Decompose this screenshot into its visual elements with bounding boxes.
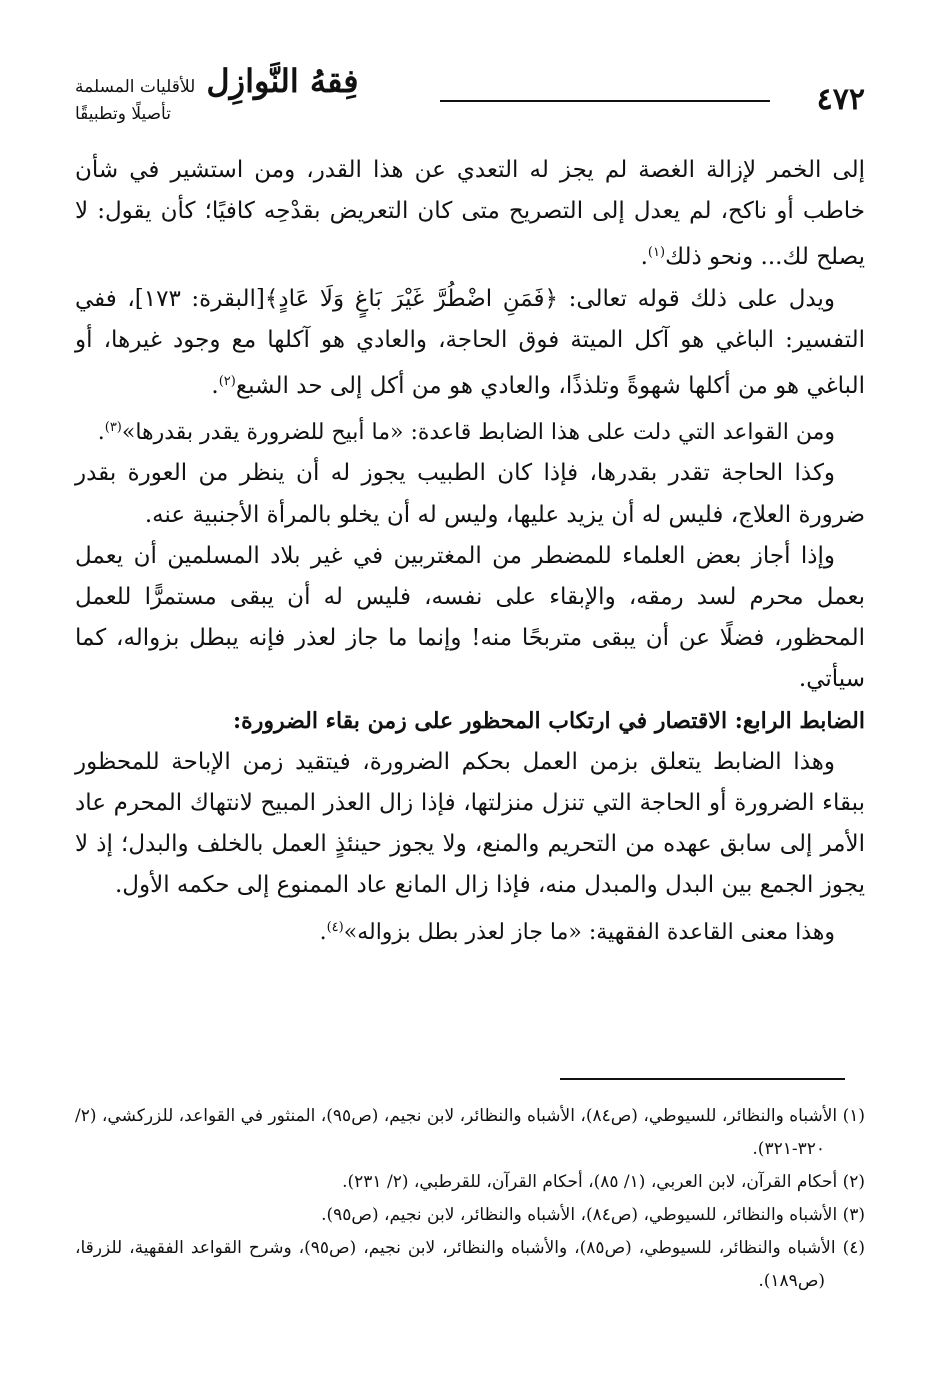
book-title-sub: تأصيلًا وتطبيقًا [75, 104, 171, 124]
book-title [75, 62, 435, 100]
footnote-ref-1: (١) [647, 245, 666, 261]
paragraph-4: وكذا الحاجة تقدر بقدرها، فإذا كان الطبيب يجوز له أن ينظر من العورة بقدر ضرورة العلاج، فليس له أن يزيد عليها، وليس له أن يخلو بالمرأة الأجنبية عنه. [75, 460, 865, 528]
footnote-ref-4: (٤) [326, 919, 344, 935]
paragraph-7: وهذا معنى القاعدة الفقهية: «ما جاز لعذر بطل بزواله»$^{(٤)}$. [319, 919, 835, 945]
header-rule [440, 100, 770, 102]
book-title-main: فِقهُ النَّوازِل [206, 62, 359, 100]
paragraph-2: ويدل على ذلك قوله تعالى: ﴿فَمَنِ اضْطُرَّ غَيْرَ بَاغٍ وَلَا عَادٍ﴾[البقرة: ١٧٣]، ففي التفسير: الباغي هو آكل الميتة فوق الحاجة، والعادي هو آكلها مع وجود غيرها، أو الباغي هو من أكلها شهوةً وتلذذًا، والعادي هو من أكل إلى حد الشبع$^{(٢)}$. [75, 285, 865, 400]
footnote-ref-2: (٢) [218, 374, 236, 390]
paragraph-6: وهذا الضابط يتعلق بزمن العمل بحكم الضرورة، فيتقيد زمن الإباحة للمحظور ببقاء الضرورة أو الحاجة التي تنزل منزلتها، فإذا زال العذر المبيح لانتهاك المحرم عاد الأمر إلى سابق عهده من التحريم والمنع، ولا يجوز حينئذٍ العمل بالخلف والبدل؛ إذ لا يجوز الجمع بين البدل والمبدل منه، فإذا زال المانع عاد الممنوع إلى حكمه الأول. [75, 748, 865, 899]
footnote-ref-3: (٣) [104, 420, 122, 436]
footnote-2: (٢) أحكام القرآن، لابن العربي، (١/ ٨٥)، أحكام القرآن، للقرطبي، (٢/ ٢٣١). [342, 1172, 865, 1192]
page-number: ٤٧٢ [816, 82, 865, 117]
footnote-separator [560, 1078, 845, 1080]
section-heading: الضابط الرابع: الاقتصار في ارتكاب المحظور على زمن بقاء الضرورة: [233, 707, 865, 734]
paragraph-3: ومن القواعد التي دلت على هذا الضابط قاعدة: «ما أبيح للضرورة يقدر بقدرها»$^{(٣)}$. [97, 420, 835, 446]
footnotes [75, 1100, 865, 1298]
paragraph-1: إلى الخمر لإزالة الغصة لم يجز له التعدي عن هذا القدر، ومن استشير في شأن خاطب أو ناكح، لم يعدل إلى التصريح متى كان التعريض بقدْحِه كافيًا؛ كأن يقول: لا يصلح لك... ونحو ذلك$^{(١)}$. [75, 157, 865, 271]
paragraph-5: وإذا أجاز بعض العلماء للمضطر من المغتربين في غير بلاد المسلمين أن يعمل بعمل محرم لسد رمقه، والإبقاء على نفسه، فليس له أن يبقى مستمرًّا للعمل المحظور، فضلًا عن أن يبقى متربحًا منه! وإنما ما جاز لعذر فإنه يبطل بزواله، كما سيأتي. [75, 542, 865, 693]
book-title-side: للأقليات المسلمة [75, 77, 196, 97]
footnote-4: (٤) الأشباه والنظائر، للسيوطي، (ص٨٥)، والأشباه والنظائر، لابن نجيم، (ص٩٥)، وشرح القواعد الفقهية، للزرقا، (ص١٨٩). [75, 1238, 865, 1291]
main-text [75, 150, 865, 953]
footnote-3: (٣) الأشباه والنظائر، للسيوطي، (ص٨٤)، الأشباه والنظائر، لابن نجيم، (ص٩٥). [321, 1205, 865, 1225]
footnote-1: (١) الأشباه والنظائر، للسيوطي، (ص٨٤)، الأشباه والنظائر، لابن نجيم، (ص٩٥)، المنثور في القواعد، للزركشي، (٢/ ٣٢٠-٣٢١). [75, 1106, 865, 1159]
page-header [75, 60, 865, 140]
